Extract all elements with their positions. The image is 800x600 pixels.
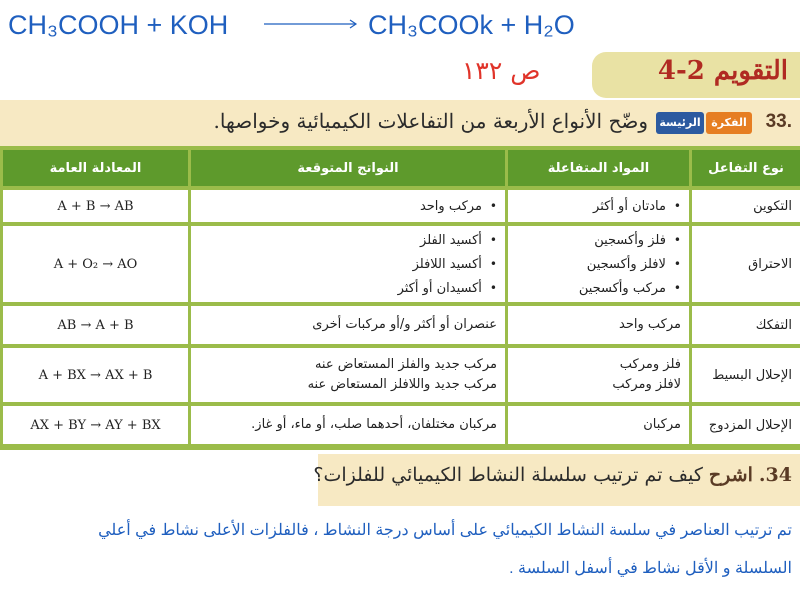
products-cell [191, 190, 505, 222]
top-chemical-equation [8, 6, 598, 46]
reaction-type-cell: الإحلال البسيط [692, 348, 800, 402]
reactant-item: مركب واحد [619, 317, 681, 332]
reaction-type-cell: الاحتراق [692, 226, 800, 302]
product-item: • مركب واحد [199, 196, 497, 217]
product-item: مركبان مختلفان، أحدهما صلب، أو ماء، أو غاز. [251, 417, 497, 432]
product-item: مركب جديد والفلز المستعاض عنه [314, 357, 497, 372]
question-34-text-line [313, 464, 792, 486]
general-equation-cell: A + O₂ → AO [3, 226, 188, 302]
header-products: النواتج المتوقعة [191, 150, 505, 186]
general-equation-cell: A + B → AB [3, 190, 188, 222]
table-row [3, 348, 800, 402]
reactant-item: مركبان [643, 417, 681, 432]
reactant-item: • مادتان أو أكثر [516, 196, 681, 217]
table-row [3, 306, 800, 344]
general-equation-cell: A + BX → AX + B [3, 348, 188, 402]
reaction-type-cell: التكوين [692, 190, 800, 222]
badge-idea: الفكرة [706, 112, 752, 134]
reaction-type-cell: التفكك [692, 306, 800, 344]
products-cell [191, 348, 505, 402]
product-item: • أكسيد اللافلز [199, 254, 497, 275]
header-reactants: المواد المتفاعلة [508, 150, 689, 186]
products-cell [191, 226, 505, 302]
reaction-arrow-icon [264, 8, 360, 38]
answer-text: تم ترتيب العناصر في سلسة النشاط الكيميائي على أساس درجة النشاط ، فالفلزات الأعلى نشاط في أعلي السلسلة و الأقل نشاط في أسفل السلسة . [98, 522, 792, 577]
equation-left-side: CH₃COOH + KOH [8, 10, 229, 40]
question-33 [0, 100, 800, 146]
reactants-cell [508, 348, 689, 402]
general-equation-cell: AX + BY → AY + BX [3, 406, 188, 444]
product-item: • أكسيد الفلز [199, 230, 497, 251]
question-34-text: كيف تم ترتيب سلسلة النشاط الكيميائي للفلزات؟ [313, 464, 703, 486]
table-header-row [3, 150, 800, 186]
header-equation: المعادلة العامة [3, 150, 188, 186]
general-equation-cell: AB → A + B [3, 306, 188, 344]
table-row [3, 190, 800, 222]
section-banner [592, 52, 800, 98]
products-cell [191, 306, 505, 344]
product-item: عنصران أو أكثر و/أو مركبات أخرى [312, 317, 497, 332]
question-34 [313, 454, 800, 506]
reactants-cell [508, 190, 689, 222]
table-row [3, 226, 800, 302]
equation-right-side: CH₃COOk + H₂O [368, 10, 575, 40]
reactant-item: فلز ومركب [619, 357, 681, 372]
section-banner-title: التقويم 2-4 [657, 56, 788, 86]
reactants-cell [508, 226, 689, 302]
question-33-text: وضّح الأنواع الأربعة من التفاعلات الكيميائية وخواصها. [213, 109, 648, 133]
reactant-item: لافلز ومركب [612, 377, 681, 392]
question-34-number: 34. [758, 464, 792, 486]
reactants-cell [508, 406, 689, 444]
reactants-cell [508, 306, 689, 344]
question-33-number: 33. [765, 111, 792, 132]
table-row [3, 406, 800, 444]
question-34-verb: اشرح [708, 464, 753, 486]
reaction-types-table [0, 146, 800, 448]
products-cell [191, 406, 505, 444]
product-item: مركب جديد واللافلز المستعاض عنه [307, 377, 497, 392]
reaction-type-cell: الإحلال المزدوج [692, 406, 800, 444]
header-reaction-type: نوع التفاعل [692, 150, 800, 186]
reactant-item: • فلز وأكسجين [516, 230, 681, 251]
reactant-item: • لافلز وأكسجين [516, 254, 681, 275]
reaction-types-table-panel [0, 146, 800, 450]
reactant-item: • مركب وأكسجين [516, 278, 681, 299]
product-item: • أكسيدان أو أكثر [199, 278, 497, 299]
page-reference: ص ١٣٢ [462, 56, 541, 85]
badge-main: الرئيسة [656, 112, 704, 134]
